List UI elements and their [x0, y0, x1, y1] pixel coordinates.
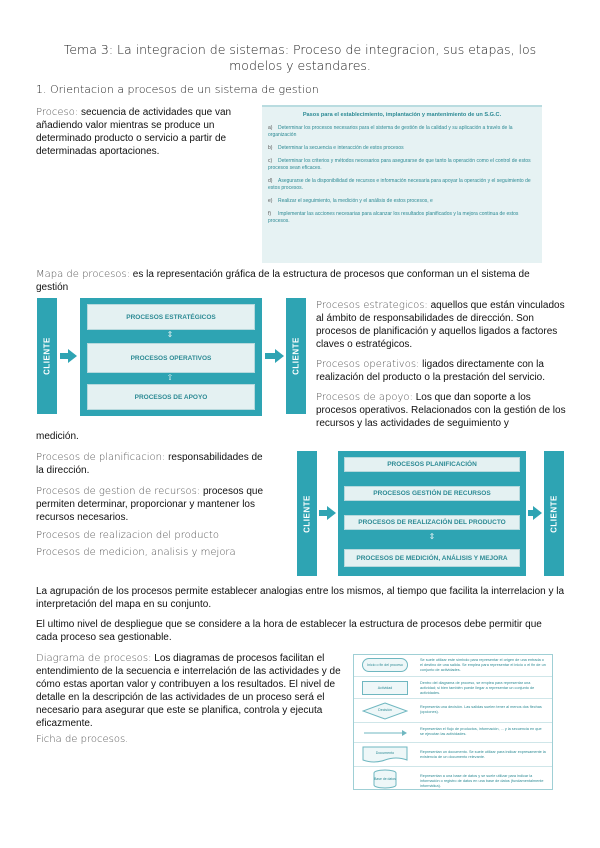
- proceso-term: Proceso:: [36, 107, 79, 118]
- document-icon: [362, 746, 408, 764]
- map1-client-right: CLIENTE: [286, 298, 306, 414]
- step-item: b) Determinar la secuencia e interacción de estos procesos: [268, 145, 404, 151]
- sgc-steps-box: [262, 105, 542, 263]
- ultimo-nivel-paragraph: El ultimo nivel de despliegue que se considere a la hora de establecer la estructura de procesos debe permitir que cada proceso sea gestionable.: [36, 619, 542, 643]
- agrupacion-paragraph: La agrupación de los procesos permite establecer analogias entre los mismos, al tiempo que facilita la interrelacion y la interpretación del mapa en su conjunto.: [36, 586, 565, 610]
- proceso-paragraph: [36, 106, 256, 158]
- map2-arrow-in: [319, 510, 327, 516]
- map1-arrow-in: [60, 353, 68, 359]
- map1-frame: [80, 298, 262, 416]
- map1-box-estrategicos: PROCESOS ESTRATÉGICOS: [87, 304, 255, 330]
- map1-client-left: CLIENTE: [37, 298, 57, 414]
- apoyo-continuation: medición.: [36, 431, 79, 442]
- proceso-definition: secuencia de actividades que van añadiendo valor mientras se produce un determinado producto o servicio a partir de determinadas aportaciones.: [36, 107, 232, 157]
- map2-box-gestion-recursos: PROCESOS GESTIÓN DE RECURSOS: [344, 486, 520, 501]
- page-title: Tema 3: La integracion de sistemas: Proceso de integracion, sus etapas, los modelos y estandares.: [63, 42, 537, 73]
- document-label: Documento: [375, 751, 395, 755]
- flow-arrow-icon: [362, 729, 408, 737]
- mapa-paragraph: [36, 268, 556, 294]
- map2-box-medicion: PROCESOS DE MEDICIÓN, ANÁLISIS Y MEJORA: [344, 549, 520, 567]
- medicion-item: Procesos de medicion, analisis y mejora: [36, 547, 236, 558]
- map1-box-operativos: PROCESOS OPERATIVOS: [87, 343, 255, 373]
- map2-client-right: CLIENTE: [544, 451, 564, 576]
- map2-box-realizacion: PROCESOS DE REALIZACIÓN DEL PRODUCTO: [344, 515, 520, 530]
- map2-arrow-in-head: [327, 506, 336, 520]
- map1-arrow-in-head: [68, 349, 77, 363]
- double-arrow-icon: ⇕: [166, 330, 174, 339]
- map1-box-apoyo: PROCESOS DE APOYO: [87, 384, 255, 410]
- mapa-definition: es la representación gráfica de la estructura de procesos que conforman un el sistema de gestión: [36, 269, 530, 293]
- ficha-heading: Ficha de procesos.: [36, 734, 129, 745]
- map1-arrow-out: [265, 353, 275, 359]
- realizacion-item: Procesos de realizacion del producto: [36, 530, 219, 541]
- step-item: d) Asegurarse de la disponibilidad de recursos e información necesaria para apoyar la operación y el seguimiento de estos procesos.: [268, 178, 531, 191]
- estrategicos-paragraph: Procesos estrategicos: aquellos que están vinculados al ámbito de responsabilidades de dirección. Son procesos de planificación y aquellos ligados a factores claves o estratégicos.: [316, 300, 565, 350]
- table-row: Documento Representan un documento. Se suele utilizar para indicar expresamente la existencia de un documento relevante.: [354, 743, 552, 767]
- step-item: e) Realizar el seguimiento, la medición y el análisis de estos procesos, e: [268, 198, 433, 204]
- decision-label: Decisión: [378, 708, 392, 712]
- table-row: Actividad Dentro del diagrama de proceso, se emplea para representar una actividad; si bien también puede llegar a representar un conjunto de actividades.: [354, 677, 552, 699]
- map2-box-planificacion: PROCESOS PLANIFICACIÓN: [344, 457, 520, 472]
- table-row: Base de datos Representan a una base de datos y se suele utilizar para indicar la información o registro de datos en una base de datos (fundamentalmente informática).: [354, 767, 552, 791]
- planificacion-paragraph: Procesos de planificacion: responsabilidades de la dirección.: [36, 452, 263, 476]
- diagrama-paragraph: Diagrama de procesos: Los diagramas de procesos facilitan el entendimiento de la secuencia e interrelación de las actividades y de cómo estas aportan valor y contribuyen a los resultados. El nivel de detalle en la descripción de las actividades de un proceso será el necesario para asegurar que este se planifica, controla y ejecuta eficazmente.: [36, 653, 341, 729]
- apoyo-paragraph: Procesos de apoyo: Los que dan soporte a los procesos operativos. Relacionados con la gestión de los recursos y las actividades de seguimiento y: [316, 392, 566, 429]
- start-end-symbol: Inicio o fin del proceso: [362, 658, 408, 672]
- double-arrow-icon: ⇕: [428, 532, 436, 541]
- gestion-recursos-paragraph: Procesos de gestion de recursos: procesos que permiten determinar, proporcionar y mantener los recursos necesarios.: [36, 486, 264, 523]
- operativos-paragraph: Procesos operativos: ligados directamente con la realización del producto o la prestación del servicio.: [316, 359, 546, 383]
- map2-client-left: CLIENTE: [297, 451, 317, 576]
- map2-arrow-out-head: [533, 506, 542, 520]
- map2-frame: [338, 451, 526, 576]
- map1-arrow-out-head: [275, 349, 284, 363]
- step-item: a) Determinar los procesos necesarios para el sistema de gestión de la calidad y su aplicación a través de la organización: [268, 125, 513, 138]
- steps-title: Pasos para el establecimiento, implantación y mantenimiento de un S.G.C.: [302, 112, 502, 118]
- step-item: c) Determinar los criterios y métodos necesarios para asegurarse de que tanto la operación como el control de estos procesos sean eficaces.: [268, 158, 531, 171]
- section-heading: 1. Orientacion a procesos de un sistema de gestion: [36, 83, 319, 96]
- table-row: Representan el flujo de productos, información, ... y la secuencia en que se ejecutan las actividades.: [354, 723, 552, 743]
- up-arrow-icon: ⇧: [166, 373, 174, 382]
- activity-symbol: Actividad: [362, 681, 408, 695]
- database-label: Base de datos: [374, 777, 396, 781]
- diagram-symbols-table: [353, 654, 553, 790]
- mapa-term: Mapa de procesos:: [36, 269, 131, 280]
- table-row: Decisión Representa una decisión. Las salidas suelen tener al menos dos flechas (opciones).: [354, 699, 552, 723]
- table-row: Inicio o fin del proceso Se suele utilizar este símbolo para representar el origen de una entrada o el destino de una salida. Se emplea para representar el inicio o el fin de un conjunto de actividades.: [354, 655, 552, 677]
- step-item: f) Implementar las acciones necesarias para alcanzar los resultados planificados y la mejora continua de estos procesos.: [268, 211, 519, 224]
